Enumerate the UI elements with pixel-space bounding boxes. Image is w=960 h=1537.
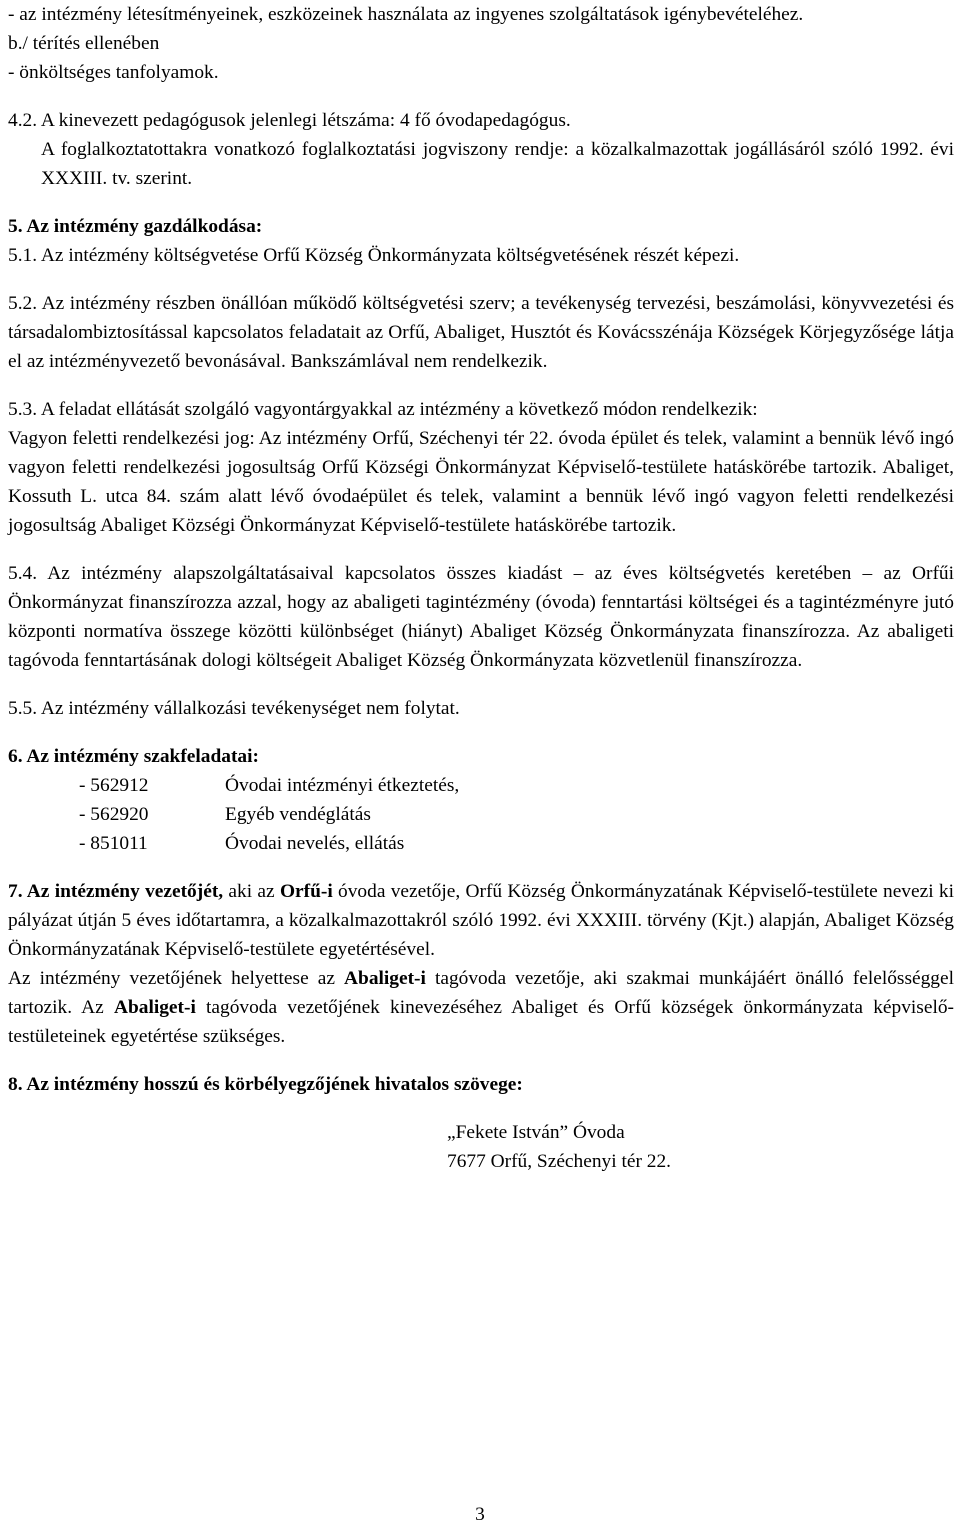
section-5-2: 5.2. Az intézmény részben önállóan működő költségvetési szerv; a tevékenység tervezési, beszámolási, könyvvezetési és társadalombiztosítással kapcsolatos feladatait az Orfű, Abaliget, Husztót és Kovácsszénája Községek Körjegyzősége látja el az intézményvezető bevonásával. Bankszámlával nem rendelkezik. [8,293,954,372]
spacer [8,87,954,106]
spacer [8,723,954,742]
spacer [8,193,954,212]
section-7-bold-abaliget: Abaliget-i [113,997,196,1018]
list-item [8,771,954,800]
section-7-bold-abaliget: Abaliget-i [344,968,426,989]
section-7-bold-orfu: Orfű-i [279,881,333,902]
section-5-heading-text: 5. Az intézmény gazdálkodása: [8,216,263,237]
section-8-heading [8,1070,954,1099]
text-line-services: - az intézmény létesítményeinek, eszközeinek használata az ingyenes szolgáltatások igénybevételéhez. [8,4,804,25]
list-item-label: Egyéb vendéglátás [225,804,371,825]
section-5-3-intro: 5.3. A feladat ellátását szolgáló vagyontárgyakkal az intézmény a következő módon rendelkezik: [8,399,758,420]
section-5-4: 5.4. Az intézmény alapszolgáltatásaival kapcsolatos összes kiadást – az éves költségvetés keretében – az Orfűi Önkormányzat finanszírozza azzal, hogy az abaligeti tagintézmény (óvoda) fenntartási költségei és a tagintézményre jutó központi normatíva összege közötti különbséget (hiányt) Abaliget Község Önkormányzata finanszírozza. Az abaligeti tagóvoda fenntartásának dologi költségeit Abaliget Község Önkormányzata közvetlenül finanszírozza. [8,563,954,671]
text-line-b: b./ térítés ellenében [8,33,160,54]
page-number: 3 [475,1504,485,1525]
document-page [8,0,954,1176]
list-item-label: Óvodai intézményi étkeztetés, [225,775,460,796]
list-item-code: - 562920 [79,804,149,825]
section-8-heading-text: 8. Az intézmény hosszú és körbélyegzőjének hivatalos szövege: [8,1074,523,1095]
spacer [8,1099,954,1118]
spacer [8,1051,954,1070]
section-4-2-title: 4.2. A kinevezett pedagógusok jelenlegi létszáma: 4 fő óvodapedagógus. [8,110,571,131]
section-7-text: aki az [223,881,280,902]
section-7-paragraph-1 [8,877,954,964]
section-5-5: 5.5. Az intézmény vállalkozási tevékenységet nem folytat. [8,698,460,719]
section-7-text: Az intézmény vezetőjének helyettese az [8,968,345,989]
section-6-heading [8,742,954,771]
spacer [8,270,954,289]
section-4-2-text: A foglalkoztatottakra vonatkozó foglalkoztatási jogviszony rendje: a közalkalmazottak jogállásáról szóló 1992. évi XXXIII. tv. szerint. [41,139,954,189]
section-6-heading-text: 6. Az intézmény szakfeladatai: [8,746,259,767]
spacer [8,540,954,559]
section-5-heading [8,212,954,241]
spacer [8,858,954,877]
section-7-paragraph-2 [8,964,954,1051]
list-item-code: - 851011 [79,833,148,854]
list-item [8,829,954,858]
text-line-courses: - önköltséges tanfolyamok. [8,62,219,83]
section-7-text: tagóvoda vezetőjének kinevezéséhez Abaliget és Orfű községek önkormányzata képviselő-testületeinek egyetértése szükséges. [8,997,954,1047]
list-item-label: Óvodai nevelés, ellátás [225,833,405,854]
section-7-heading: 7. Az intézmény vezetőjét, [8,881,224,902]
stamp-line-address: 7677 Orfű, Széchenyi tér 22. [447,1151,672,1172]
spacer [8,376,954,395]
stamp-text [8,1118,954,1176]
stamp-line-name: „Fekete István” Óvoda [447,1122,625,1143]
section-5-3-body: Vagyon feletti rendelkezési jog: Az intézmény Orfű, Széchenyi tér 22. óvoda épület és telek, valamint a bennük lévő ingó vagyon feletti rendelkezési jogosultság Orfű Községi Önkormányzat Képviselő-testülete hatáskörébe tartozik. Abaliget, Kossuth L. utca 84. szám alatt lévő óvodaépület és telek, valamint a bennük lévő ingó vagyon feletti rendelkezési jogosultság Abaliget Községi Önkormányzat Képviselő-testülete hatáskörébe tartozik. [8,428,954,536]
section-7-text: óvoda vezetője, Orfű Község Önkormányzatának Képviselő-testülete nevezi ki pályázat útján 5 éves időtartamra, a közalkalmazottakról szóló 1992. évi XXXIII. törvény (Kjt.) alapján, Abaliget Község Önkormányzatának Képviselő-testülete egyetértésével. [8,881,954,960]
list-item [8,800,954,829]
spacer [8,675,954,694]
list-item-code: - 562912 [79,775,149,796]
section-5-1: 5.1. Az intézmény költségvetése Orfű Község Önkormányzata költségvetésének részét képezi. [8,245,740,266]
section-7-text: tagóvoda vezetője, aki szakmai munkájáért önálló felelősséggel tartozik. Az [8,968,954,1018]
